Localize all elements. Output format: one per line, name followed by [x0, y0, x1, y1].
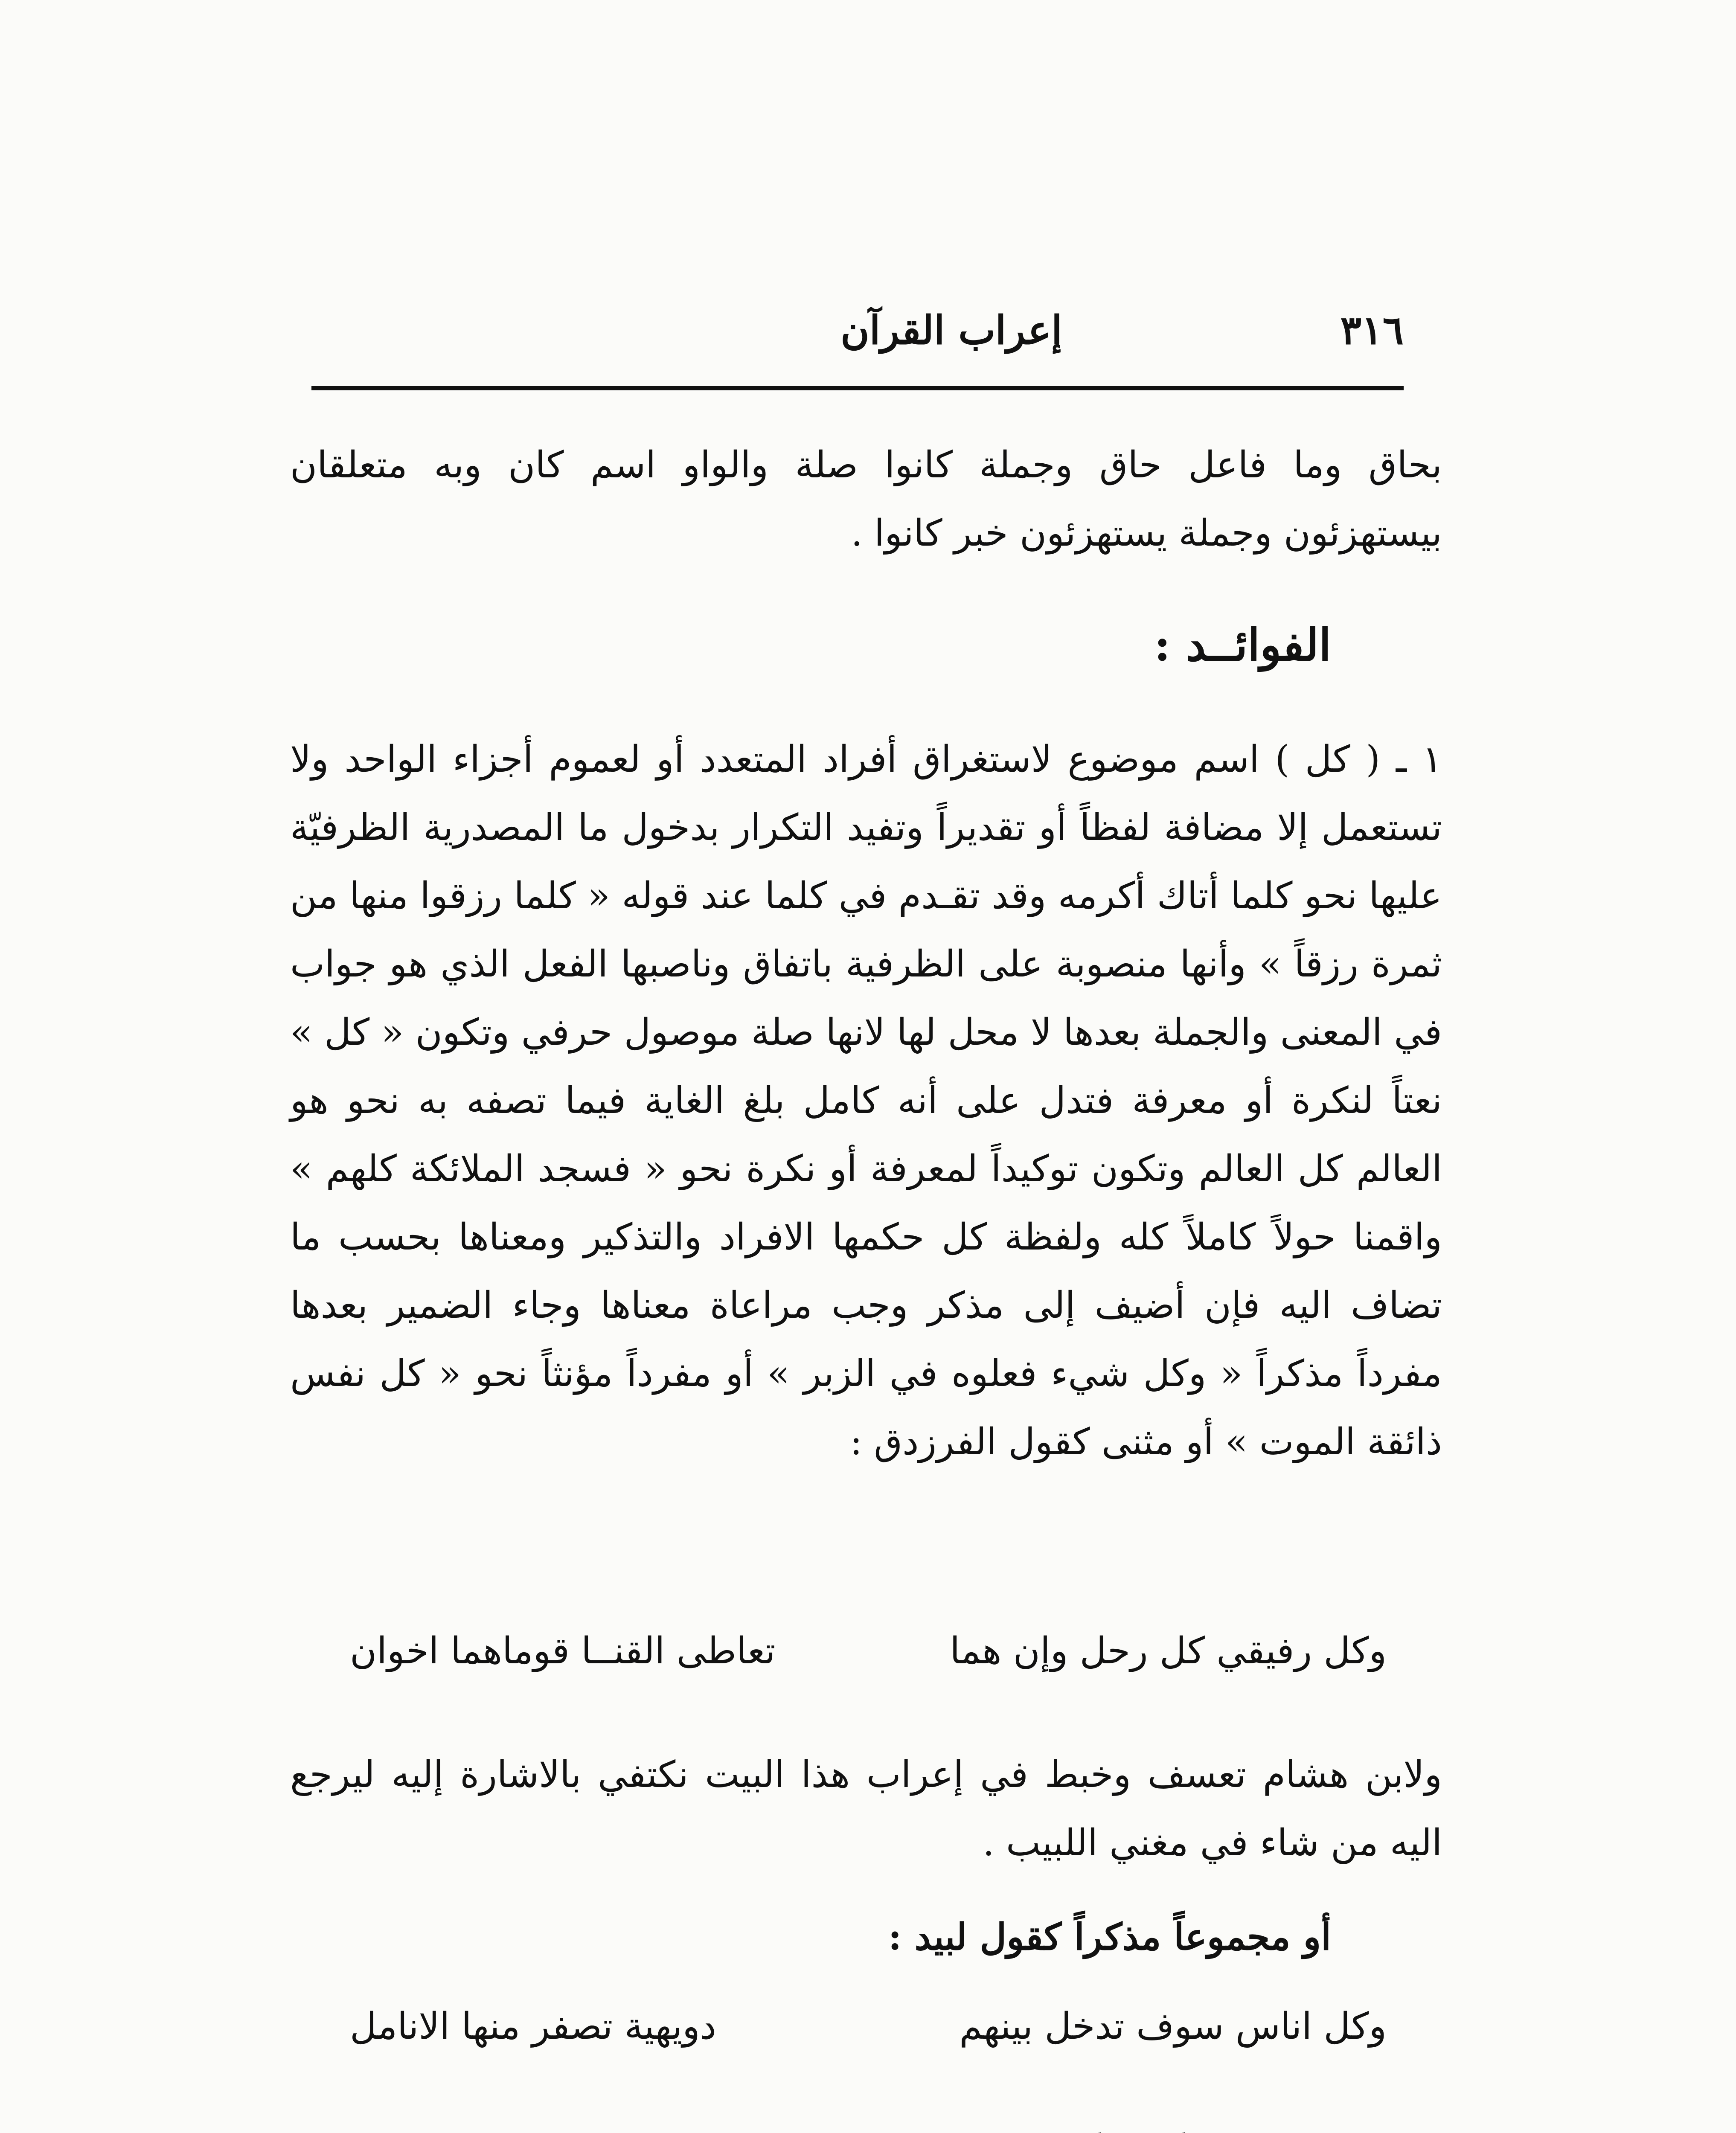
verse-line: [290, 2005, 1425, 2073]
running-title: إعراب القرآن: [840, 307, 1062, 353]
quote-intro-label: أو مجموعاً مذكراً كقول لبيد :: [888, 1915, 1331, 1959]
header-rule: [311, 386, 1404, 390]
note-paragraph: ولابن هشام تعسف وخبط في إعراب هذا البيت نكتفي بالاشارة إليه ليرجع اليه من شاء في مغني اللبيب .: [290, 1753, 1442, 1864]
page-number: ٣١٦: [1340, 307, 1404, 353]
intro-paragraph: بحاق وما فاعل حاق وجملة كانوا صلة والواو اسم كان وبه متعلقان بيستهزئون وجملة يستهزئون خبر كانوا .: [290, 444, 1442, 555]
page-header: [311, 299, 1404, 371]
verse-second-half: دويهية تصفر منها الانامل: [350, 2005, 717, 2048]
verse-line: [290, 1630, 1425, 1698]
verse-first-half: وكل رفيقي كل رحل وإن هما: [950, 1630, 1387, 1672]
main-paragraph: ١ ـ ( كل ) اسم موضوع لاستغراق أفراد المتعدد أو لعموم أجزاء الواحد ولا تستعمل إلا مضافة لفظاً أو تقديراً وتفيد التكرار بدخول ما المصدرية الظرفيّة عليها نحو كلما أتاك أكرمه وقد تقـدم في كلما عند قوله « كلما رزقوا منها من ثمرة رزقاً » وأنها منصوبة على الظرفية باتفاق وناصبها الفعل الذي هو جواب في المعنى والجملة بعدها لا محل لها لانها صلة موصول حرفي وتكون « كل » نعتاً لنكرة أو معرفة فتدل على أنه كامل بلغ الغاية فيما تصفه به نحو هو العالم كل العالم وتكون توكيداً لمعرفة أو نكرة نحو « فسجد الملائكة كلهم » واقمنا حولاً كاملاً كله ولفظة كل حكمها الافراد والتذكير ومعناها بحسب ما تضاف اليه فإن أضيف إلى مذكر وجب مراعاة معناها وجاء الضمير بعدها مفرداً مذكراً « وكل شيء فعلوه في الزبر » أو مفرداً مؤنثاً نحو « كل نفس ذائقة الموت » أو مثنى كقول الفرزدق :: [290, 738, 1442, 1463]
verse-first-half: وكل اناس سوف تدخل بينهم: [959, 2005, 1387, 2048]
verse-second-half: تعاطى القنــا قوماهما اخوان: [350, 1630, 776, 1672]
section-heading: الفوائــد :: [1154, 619, 1331, 671]
